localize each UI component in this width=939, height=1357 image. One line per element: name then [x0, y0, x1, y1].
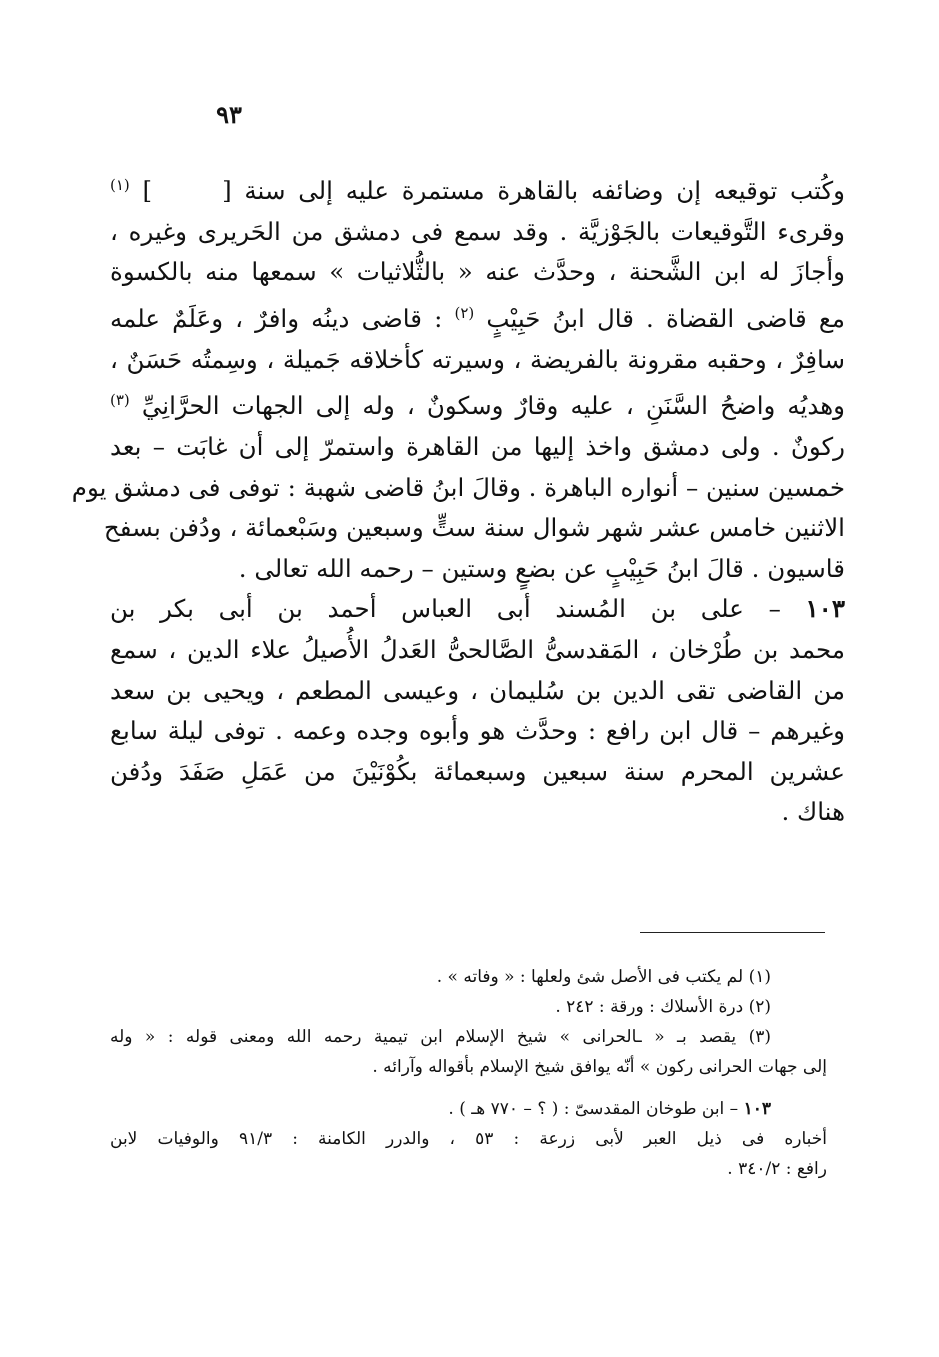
- footnote-103-sources-continued: رافع : ٣٤٠/٢ .: [727, 1159, 827, 1179]
- footnote-ref-1: (١): [110, 176, 130, 194]
- text-line: وهديُه واضحُ السَّنَنِ ، عليه وقارٌ وسكونٌ ، وله إلى الجهات الحرَّانِيِّ $^{(٣)}$: [110, 391, 845, 421]
- footnote-1: (١) لم يكتب فى الأصل شئ ولعلها : « وفاته » .: [436, 967, 771, 987]
- footnote-3: (٣) يقصد بـ « ـالحرانى » شيخ الإسلام ابن تيمية رحمه الله ومعنى قوله : « وله: [110, 1027, 771, 1047]
- text-line: سافِرٌ ، وحقبه مقرونة بالفريضة ، وسيرته كأخلاقه جَميلة ، وسِمتُه حَسَنٌ ،: [110, 344, 845, 374]
- text-line: وأجازَ له ابن الشَّحنة ، وحدَّث عنه « بالثُّلاثيات » سمعها منه بالكسوة: [110, 257, 845, 287]
- page-number: ٩٣: [216, 100, 242, 129]
- entry-103: [110, 589, 845, 833]
- text-line: خمسين سنين – أنواره الباهرة . وقالَ ابنُ قاضى شهبة : توفى فى دمشق يوم: [71, 472, 845, 502]
- footnote-2: (٢) درة الأسلاك : ورقة : ٢٤٢ .: [555, 997, 771, 1017]
- text-line: من القاضى تقى الدين بن سُليمان ، وعيسى المطعم ، ويحيى بن سعد: [110, 675, 845, 705]
- main-text: [71, 165, 845, 833]
- text-line: هناك .: [781, 797, 845, 827]
- text-line: وغيرهم – قال ابن رافع : وحدَّث هو وأبوه وجده وعمه . توفى ليلة سابع: [110, 716, 845, 746]
- text-line: ١٠٣ – على بن المُسند أبى العباس أحمد بن أبى بكر بن: [110, 594, 845, 624]
- footnote-103: ١٠٣ – ابن طوخان المقدسىّ : ( ؟ – ٧٧٠ هـ ) .: [448, 1099, 771, 1119]
- footnote-3-continued: إلى جهات الحرانى ركون » أنّه يوافق شيخ الإسلام بأقواله وآرائه .: [372, 1057, 827, 1077]
- text-line: عشرين المحرم سنة سبعين وسبعمائة بكُوْنَيْنَ من عَمَلِ صَفَدَ ودُفن: [110, 756, 845, 786]
- text-line: محمد بن طُرْخان ، المَقدسىُّ الصَّالحىُّ العَدلُ الأُصيلُ علاء الدين ، سمع: [110, 635, 845, 664]
- footnote-ref-2: (٢): [454, 303, 475, 322]
- text-line: وكُتب توقيعه إن وضائفه بالقاهرة مستمرة عليه إلى سنة [] $^{(١)}$: [110, 176, 845, 206]
- footnote-entry-number: ١٠٣: [743, 1099, 771, 1119]
- footnote-separator: [640, 932, 825, 933]
- text-line: وقرىء التَّوقيعات بالجَوْزيَّة . وقد سمع فى دمشق من الحَريرى وغيره ،: [110, 216, 845, 246]
- footnote-103-sources: أخباره فى ذيل العبر لأبى زرعة : ٥٣ ، والدرر الكامنة : ٩١/٣ والوفيات لابن: [110, 1129, 828, 1149]
- text-line: قاسيون . قالَ ابنُ حَبِيْبٍ عن بضعٍ وستين – رحمه الله تعالى .: [238, 553, 845, 583]
- footnote-ref-3: (٣): [110, 391, 130, 410]
- text-line: ركونٌ . ولى دمشق واخذ إليها من القاهرة واستمرّ إلى أن غابَت – بعد: [110, 432, 845, 462]
- entry-102-continuation: [71, 165, 845, 589]
- footnotes: [110, 962, 827, 1184]
- text-line: الاثنين خامس عشر شهر شوال سنة ستٍّ وسبعين وسَبْعمائة ، ودُفن بسفح: [103, 513, 845, 543]
- text-line: مع قاضى القضاة . قال ابنُ حَبِيْبٍ $^{(٢)}$ : قاضى دينُه وافرٌ ، وعَلَمٌ علمه: [110, 303, 845, 334]
- entry-number: ١٠٣: [805, 594, 845, 624]
